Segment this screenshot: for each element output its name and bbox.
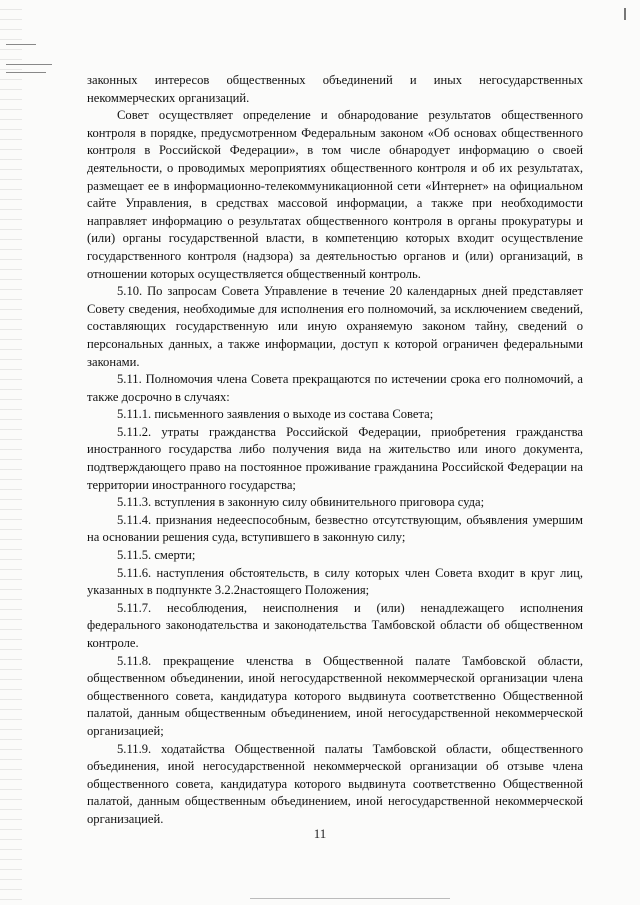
paragraph: 5.11.1. письменного заявления о выходе из состава Совета; (117, 407, 434, 422)
paragraph: 5.11.2. утраты гражданства Российской Федерации, приобретения гражданства иностранного государства либо получения вида на жительство или иного документа, подтверждающего право на постоянное проживание гражданина Российской Федерации на территории иностранного государства; (87, 424, 583, 492)
paragraph: 5.11. Полномочия члена Совета прекращаются по истечении срока его полномочий, а также досрочно в случаях: (87, 372, 583, 404)
scan-edge-artifact (0, 0, 22, 905)
scan-mark (6, 72, 46, 73)
paragraph: 5.11.3. вступления в законную силу обвинительного приговора суда; (117, 495, 485, 510)
paragraph: 5.11.6. наступления обстоятельств, в силу которых член Совета входит в круг лиц, указанных в подпункте 3.2.2настоящего Положения; (87, 565, 583, 598)
paragraph: Совет осуществляет определение и обнародование результатов общественного контроля в порядке, предусмотренном Федеральным законом «Об основах общественного контроля в Российской Федерации», в том числе обнародует информацию о своей деятельности, о проводимых мероприятиях общественного контроля и об их результатах, размещает ее в информационно-телекоммуникационной сети «Интернет» на официальном сайте Управления, в средствах массовой информации, а также при необходимости направляет информацию о результатах общественного контроля в органы прокуратуры и (или) органы государственной власти, в компетенцию которых входит осуществление государственного контроля (надзора) за деятельностью органов и (или) организаций, в отношении которых осуществляется общественный контроль. (87, 108, 583, 281)
paragraph: 5.11.4. признания недееспособным, безвестно отсутствующим, объявления умершим на основании решения суда, вступившего в законную силу; (87, 512, 583, 545)
scan-mark (6, 64, 52, 65)
document-body (87, 72, 583, 829)
paragraph: 5.10. По запросам Совета Управление в течение 20 календарных дней представляет Совету сведения, необходимые для исполнения его полномочий, за исключением сведений, составляющих государственную или иную охраняемую законом тайну, сведений о персональных данных, а также информации, доступ к которой ограничен федеральными законами. (87, 284, 583, 369)
paragraph: 5.11.7. несоблюдения, неисполнения и (или) ненадлежащего исполнения федерального законодательства и законодательства Тамбовской области об общественном контроле. (87, 600, 583, 650)
paragraph: законных интересов общественных объединений и иных негосударственных некоммерческих организаций. (87, 73, 583, 105)
paragraph: 5.11.8. прекращение членства в Общественной палате Тамбовской области, общественном объединении, иной негосударственной некоммерческой организации члена общественного совета, кандидатура которого выдвинута соответственно Общественной палатой, данным общественным объединением, иной негосударственной некоммерческой организацией; (87, 653, 583, 738)
page-number: 11 (313, 826, 327, 841)
paragraph: 5.11.9. ходатайства Общественной палаты Тамбовской области, общественного объединения, иной негосударственной некоммерческой организации об отзыве члена общественного совета, кандидатура которого выдвинута соответственно Общественной палатой, данным общественным объединением, иной негосударственной некоммерческой организацией. (87, 741, 583, 826)
scan-mark (624, 8, 626, 20)
scan-bottom-artifact (250, 898, 450, 899)
paragraph: 5.11.5. смерти; (117, 548, 196, 563)
scan-mark (6, 44, 36, 45)
